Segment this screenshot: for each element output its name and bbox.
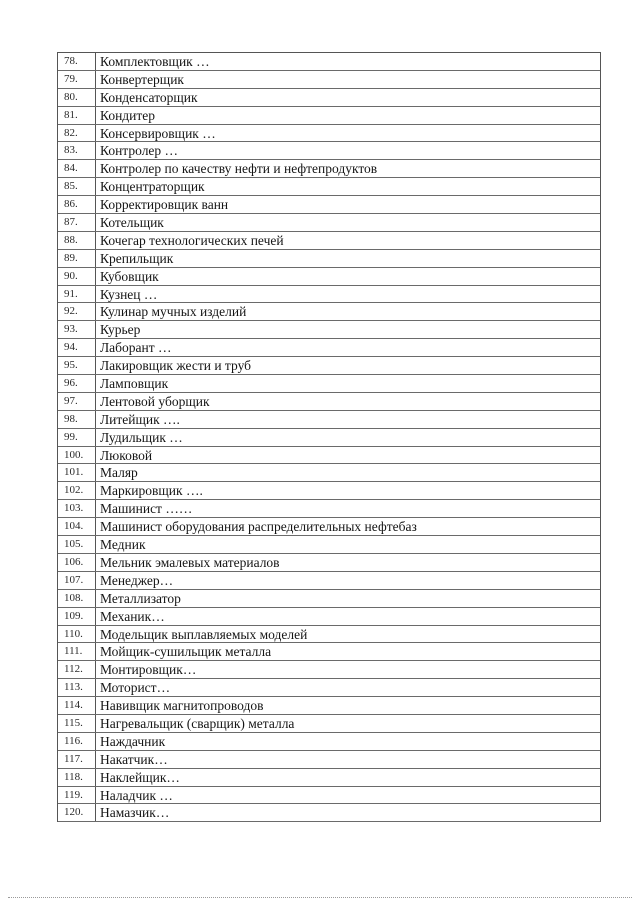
row-number: 113.	[58, 679, 96, 696]
row-number: 98.	[58, 411, 96, 428]
table-row	[58, 447, 600, 465]
profession-name: Ламповщик	[100, 376, 169, 392]
profession-name: Накатчик…	[100, 751, 168, 767]
profession-name: Лакировщик жести и труб	[100, 358, 252, 374]
table-row	[58, 125, 600, 143]
profession-name: Механик…	[100, 608, 165, 624]
table-row	[58, 482, 600, 500]
table-row	[58, 572, 600, 590]
profession-name: Медник	[100, 537, 146, 553]
table-row	[58, 500, 600, 518]
profession-name: Концентраторщик	[100, 179, 205, 195]
table-row	[58, 804, 600, 822]
table-row	[58, 429, 600, 447]
row-number: 85.	[58, 178, 96, 195]
profession-name: Контролер по качеству нефти и нефтепродуктов	[100, 161, 378, 177]
profession-name: Машинист ……	[100, 501, 193, 517]
profession-name: Наладчик …	[100, 787, 173, 803]
profession-name: Котельщик	[100, 215, 164, 231]
row-number: 100.	[58, 447, 96, 464]
profession-name: Мельник эмалевых материалов	[100, 554, 280, 570]
profession-name: Менеджер…	[100, 572, 174, 588]
profession-name: Кубовщик	[100, 268, 159, 284]
profession-name: Моторист…	[100, 680, 171, 696]
row-number: 120.	[58, 804, 96, 821]
profession-table	[57, 52, 601, 822]
row-number: 78.	[58, 53, 96, 70]
table-row	[58, 232, 600, 250]
row-number: 101.	[58, 464, 96, 481]
profession-name: Кузнец …	[100, 286, 158, 302]
table-row	[58, 375, 600, 393]
table-row	[58, 554, 600, 572]
table-row	[58, 160, 600, 178]
row-number: 94.	[58, 339, 96, 356]
profession-name: Мойщик-сушильщик металла	[100, 644, 272, 660]
table-row	[58, 661, 600, 679]
profession-name: Лаборант …	[100, 340, 172, 356]
table-row	[58, 250, 600, 268]
table-row	[58, 590, 600, 608]
table-row	[58, 518, 600, 536]
row-number: 105.	[58, 536, 96, 553]
row-number: 107.	[58, 572, 96, 589]
row-number: 89.	[58, 250, 96, 267]
profession-name: Лентовой уборщик	[100, 393, 210, 409]
profession-name: Металлизатор	[100, 590, 181, 606]
profession-name: Модельщик выплавляемых моделей	[100, 626, 308, 642]
table-row	[58, 286, 600, 304]
table-row	[58, 214, 600, 232]
row-number: 117.	[58, 751, 96, 768]
row-number: 90.	[58, 268, 96, 285]
row-number: 88.	[58, 232, 96, 249]
row-number: 95.	[58, 357, 96, 374]
table-row	[58, 393, 600, 411]
table-row	[58, 303, 600, 321]
table-row	[58, 142, 600, 160]
table-row	[58, 339, 600, 357]
row-number: 109.	[58, 608, 96, 625]
profession-name: Монтировщик…	[100, 662, 197, 678]
profession-name: Наклейщик…	[100, 769, 180, 785]
profession-name: Кондитер	[100, 107, 156, 123]
row-number: 81.	[58, 107, 96, 124]
row-number: 116.	[58, 733, 96, 750]
row-number: 112.	[58, 661, 96, 678]
table-row	[58, 178, 600, 196]
row-number: 104.	[58, 518, 96, 535]
table-row	[58, 608, 600, 626]
profession-name: Крепильщик	[100, 250, 174, 266]
profession-name: Комплектовщик …	[100, 54, 210, 69]
footer-scan-line	[8, 897, 632, 898]
row-number: 97.	[58, 393, 96, 410]
row-number: 91.	[58, 286, 96, 303]
profession-name: Маркировщик ….	[100, 483, 203, 499]
table-row	[58, 715, 600, 733]
row-number: 83.	[58, 142, 96, 159]
row-number: 79.	[58, 71, 96, 88]
profession-name: Наждачник	[100, 733, 166, 749]
row-number: 80.	[58, 89, 96, 106]
table-row	[58, 643, 600, 661]
profession-name: Люковой	[100, 447, 153, 463]
table-row	[58, 464, 600, 482]
row-number: 93.	[58, 321, 96, 338]
table-row	[58, 769, 600, 787]
table-row	[58, 787, 600, 805]
row-number: 114.	[58, 697, 96, 714]
profession-name: Конденсаторщик	[100, 89, 198, 105]
profession-name: Маляр	[100, 465, 138, 481]
table-row	[58, 107, 600, 125]
table-row	[58, 89, 600, 107]
profession-name: Навивщик магнитопроводов	[100, 698, 264, 714]
table-row	[58, 697, 600, 715]
table-row	[58, 626, 600, 644]
row-number: 86.	[58, 196, 96, 213]
profession-name: Машинист оборудования распределительных нефтебаз	[100, 519, 417, 535]
profession-name: Курьер	[100, 322, 141, 338]
profession-name: Контролер …	[100, 143, 179, 159]
profession-name: Нагревальщик (сварщик) металла	[100, 715, 295, 731]
row-number: 103.	[58, 500, 96, 517]
row-number: 99.	[58, 429, 96, 446]
table-row	[58, 679, 600, 697]
profession-name: Кочегар технологических печей	[100, 232, 284, 248]
table-row	[58, 411, 600, 429]
profession-name: Кулинар мучных изделий	[100, 304, 247, 320]
row-number: 87.	[58, 214, 96, 231]
table-row	[58, 536, 600, 554]
row-number: 84.	[58, 160, 96, 177]
table-row	[58, 268, 600, 286]
table-row	[58, 357, 600, 375]
profession-name: Консервировщик …	[100, 125, 216, 141]
row-number: 119.	[58, 787, 96, 804]
table-row	[58, 751, 600, 769]
row-number: 102.	[58, 482, 96, 499]
row-number: 111.	[58, 643, 96, 660]
row-number: 115.	[58, 715, 96, 732]
row-number: 108.	[58, 590, 96, 607]
row-number: 118.	[58, 769, 96, 786]
table-row	[58, 53, 600, 71]
row-number: 82.	[58, 125, 96, 142]
profession-name: Корректировщик ванн	[100, 197, 229, 213]
row-number: 110.	[58, 626, 96, 643]
profession-name: Конвертерщик	[100, 71, 184, 87]
table-row	[58, 71, 600, 89]
table-row	[58, 196, 600, 214]
row-number: 106.	[58, 554, 96, 571]
row-number: 96.	[58, 375, 96, 392]
row-number: 92.	[58, 303, 96, 320]
profession-name: Намазчик…	[100, 805, 170, 821]
profession-name: Литейщик ….	[100, 411, 180, 427]
profession-name: Лудильщик …	[100, 429, 183, 445]
table-row	[58, 733, 600, 751]
table-row	[58, 321, 600, 339]
